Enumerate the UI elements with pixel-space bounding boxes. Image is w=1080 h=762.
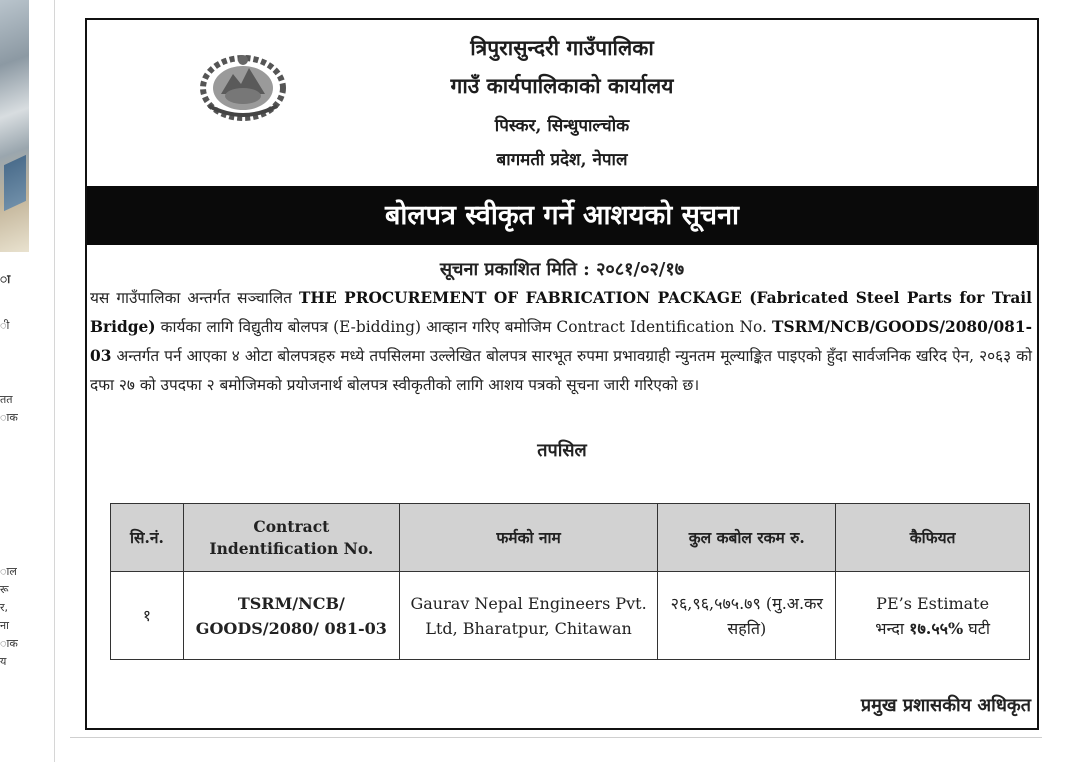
signatory-title: प्रमुख प्रशासकीय अधिकृत (860, 695, 1031, 716)
remark-prefix: भन्दा (875, 618, 910, 638)
sidebar-text[interactable]: ाक (0, 637, 18, 650)
col-header-contract: Contract Indentification No. (183, 504, 399, 572)
sidebar-text[interactable]: ाक (0, 411, 18, 424)
published-date: सूचना प्रकाशित मिति : २०८१/०२/१७ (439, 259, 685, 280)
sidebar-text[interactable]: य (0, 655, 7, 668)
bid-result-table (110, 503, 1030, 660)
cell-sn: १ (111, 572, 184, 660)
notice-body (90, 284, 1032, 400)
sidebar-thumbnail-image[interactable] (0, 0, 29, 252)
cell-contract: TSRM/NCB/ GOODS/2080/ 081-03 (183, 572, 399, 660)
remark-estimate: PE’s Estimate (876, 593, 990, 613)
contract-number: TSRM/NCB/GOODS/2080/081-03 (90, 318, 1032, 365)
cell-amount: २६,९६,५७५.७९ (मु.अ.कर सहति) (658, 572, 836, 660)
sidebar-text[interactable]: ी (0, 319, 10, 332)
left-sidebar-strip (0, 0, 56, 762)
col-header-remarks: कैफियत (836, 504, 1030, 572)
body-part: यस गाउँपालिका अन्तर्गत सञ्चालित (90, 289, 299, 307)
body-part: अन्तर्गत पर्न आएका ४ ओटा बोलपत्रहरु मध्ये तपसिलमा उल्लेखित बोलपत्र सारभूत रुपमा प्रभावग्राही न्युनतम मूल्याङ्कित पाइएको हुँदा सार्वजनिक खरिद ऐन, २०६३ को दफा २७ को उपदफा २ बमोजिमको प्रयोजनार्थ बोलपत्र स्वीकृतीको लागि आशय पत्रको सूचना जारी गरिएको छ। (90, 347, 1032, 394)
sidebar-text[interactable]: र, (0, 601, 8, 614)
province-country: बागमती प्रदेश, नेपाल (496, 150, 628, 170)
sidebar-text[interactable]: ा (0, 272, 11, 286)
col-header-amount: कुल कबोल रकम रु. (658, 504, 836, 572)
sidebar-text[interactable]: ाल (0, 565, 17, 578)
office-address: पिस्कर, सिन्धुपाल्चोक (494, 116, 630, 136)
details-heading: तपसिल (537, 440, 587, 461)
body-part: कार्यका लागि विद्युतीय बोलपत्र (E-bidding) आव्हान गरिए बमोजिम Contract Identification No. (155, 318, 773, 336)
notice-title-banner: बोलपत्र स्वीकृत गर्ने आशयको सूचना (87, 186, 1037, 245)
col-header-sn: सि.नं. (111, 504, 184, 572)
cell-remarks (836, 572, 1030, 660)
project-name: THE PROCUREMENT OF FABRICATION PACKAGE (Fabricated Steel Parts for Trail Bridge) (90, 289, 1032, 336)
tender-notice (85, 18, 1039, 730)
cell-firm: Gaurav Nepal Engineers Pvt. Ltd, Bharatpur, Chitawan (399, 572, 658, 660)
table-row (111, 572, 1030, 660)
remark-suffix: घटी (963, 618, 990, 638)
remark-percent: १७.५५% (909, 618, 964, 638)
office-name: गाउँ कार्यपालिकाको कार्यालय (450, 73, 674, 98)
sidebar-text[interactable]: रू (0, 583, 9, 596)
col-header-firm: फर्मको नाम (399, 504, 658, 572)
bottom-divider (70, 737, 1042, 738)
sidebar-text[interactable]: ना (0, 619, 9, 632)
sidebar-divider (54, 0, 55, 762)
org-name: त्रिपुरासुन्दरी गाउँपालिका (470, 35, 654, 60)
sidebar-text[interactable]: तत (0, 393, 13, 406)
